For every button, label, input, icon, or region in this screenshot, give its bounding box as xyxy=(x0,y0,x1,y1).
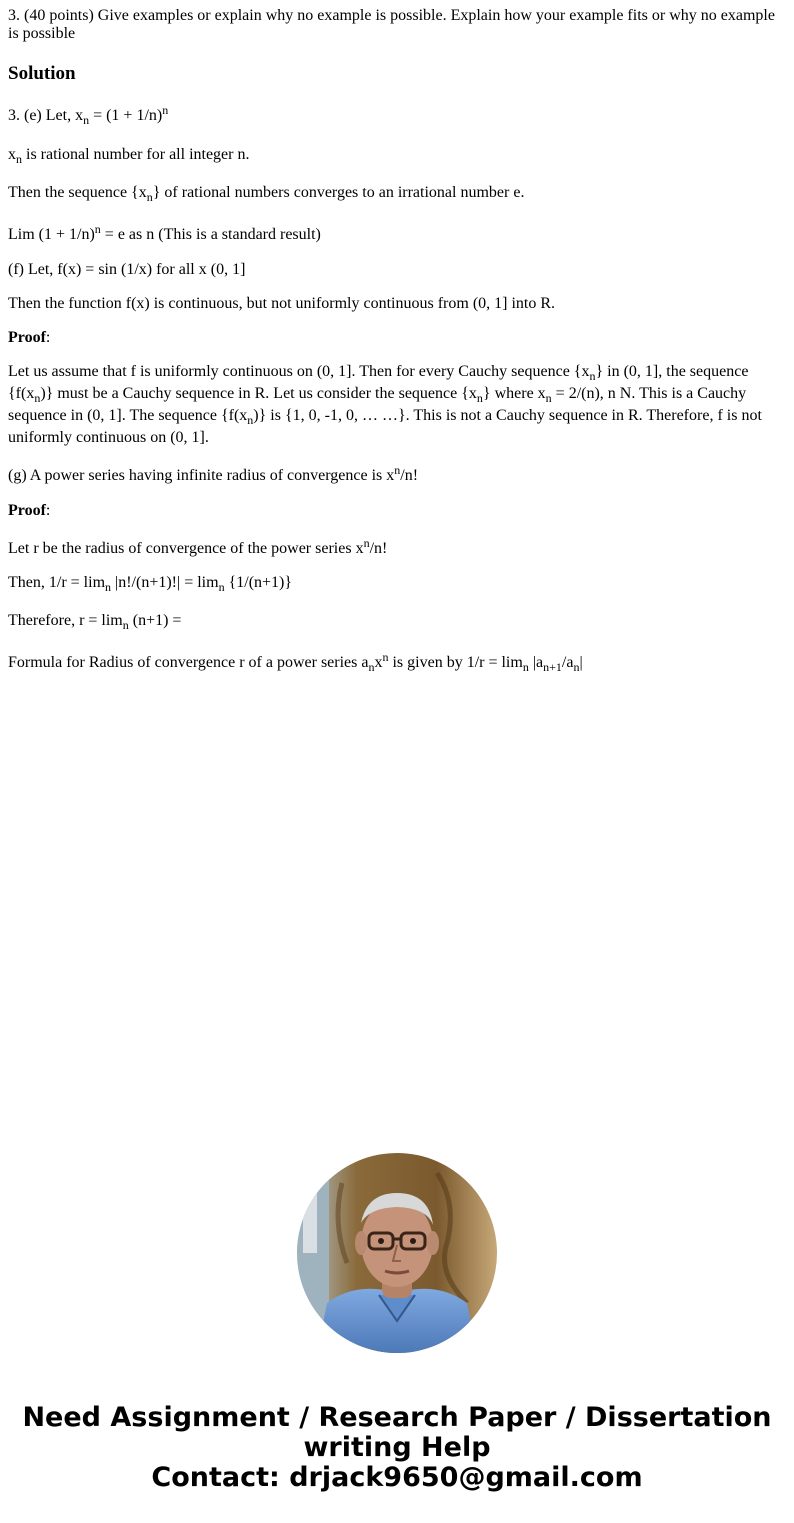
footer-line-1: Need Assignment / Research Paper / Dissertation xyxy=(22,1402,772,1433)
part-g-formula: Formula for Radius of convergence r of a power series $a_nx^n$ is given by $1/r = \lim_n |a_{n+1}/a_n|$ xyxy=(8,650,583,674)
footer-promo xyxy=(0,1403,794,1493)
footer-contact: Contact: drjack9650@gmail.com xyxy=(151,1462,643,1493)
part-f-claim: Then the function f(x) is continuous, but not uniformly continuous from (0, 1] into R. xyxy=(8,295,556,312)
part-e-limit: Lim $(1 + 1/n)^n = e$ as n (This is a standard result) xyxy=(8,222,321,243)
footer-line-2: writing Help xyxy=(303,1432,491,1463)
person-photo-icon xyxy=(297,1153,497,1353)
part-e-sequence: Then the sequence $\{x_n\}$ of rational numbers converges to an irrational number e. xyxy=(8,184,525,204)
part-f-intro: (f) Let, f(x) = sin (1/x) for all x (0, 1] xyxy=(8,261,246,278)
avatar-illustration xyxy=(297,1153,497,1353)
question-text: 3. (40 points) Give examples or explain why no example is possible. Explain how your example fits or why no example is possible xyxy=(8,7,775,42)
solution-heading: Solution xyxy=(8,63,76,84)
part-f-proof-label: Proof: xyxy=(8,329,51,346)
part-f-proof-text: Let us assume that f is uniformly continuous on (0, 1]. Then for every Cauchy sequence $\{x_n\}$ in (0, 1], the sequence $\{f(x_n)\}$ must be a Cauchy sequence in R. Let us consider the sequence $\{x_n\}$ where $x_n = 2/(n)$, n N. This is a Cauchy sequence in (0, 1]. The sequence $\{f(x_n)\}$ is {1, 0, -1, 0, … …}. This is not a Cauchy sequence in R. Therefore, f is not uniformly continuous on (0, 1]. xyxy=(8,363,762,446)
part-g-therefore: Therefore, $r = \lim_n (n+1)$ = xyxy=(8,612,182,632)
part-e-rational: $x_n$ is rational number for all integer n. xyxy=(8,146,250,166)
part-g-intro: (g) A power series having infinite radius of convergence is $x^n/n$! xyxy=(8,463,419,484)
part-e-intro: 3. (e) Let, $x_n = (1 + 1/n)^n$ xyxy=(8,103,169,127)
part-g-proof-label: Proof: xyxy=(8,502,51,519)
part-g-let: Let r be the radius of convergence of the power series $x^n/n$! xyxy=(8,536,388,557)
part-g-then: Then, $1/r = \lim_n |n!/(n+1)!| = \lim_n \{1/(n+1)\}$ xyxy=(8,574,293,594)
